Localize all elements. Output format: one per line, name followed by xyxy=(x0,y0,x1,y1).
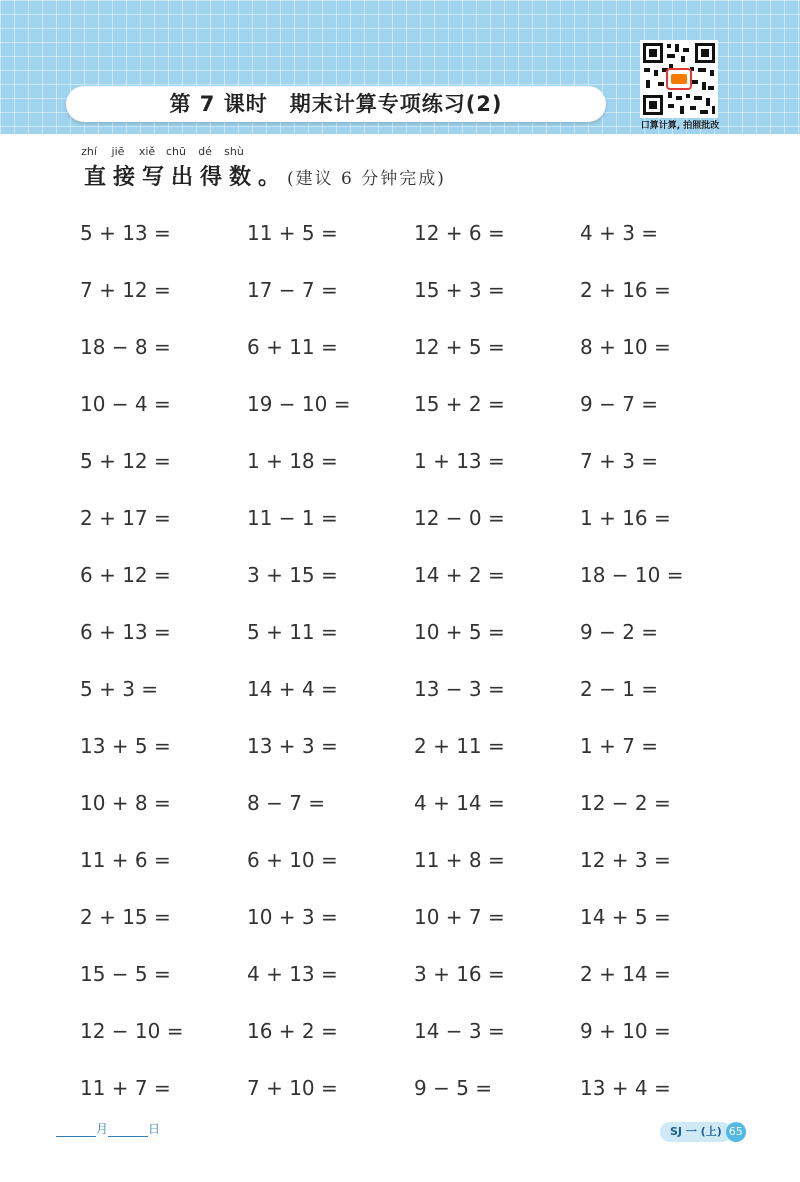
problem-item: 6 + 12 = xyxy=(80,563,171,587)
problem-item: 4 + 13 = xyxy=(247,962,338,986)
problem-item: 8 + 10 = xyxy=(580,335,671,359)
problem-item: 5 + 13 = xyxy=(80,221,171,245)
problem-item: 2 + 14 = xyxy=(580,962,671,986)
problem-item: 11 + 6 = xyxy=(80,848,171,872)
problem-item: 9 − 7 = xyxy=(580,392,659,416)
problem-item: 10 + 3 = xyxy=(247,905,338,929)
problem-item: 7 + 3 = xyxy=(580,449,659,473)
problem-item: 15 − 5 = xyxy=(80,962,171,986)
problem-item: 14 − 3 = xyxy=(414,1019,505,1043)
lesson-label: 第 7 课时 xyxy=(169,92,268,116)
problem-item: 12 − 2 = xyxy=(580,791,671,815)
problem-item: 10 + 7 = xyxy=(414,905,505,929)
problem-item: 2 − 1 = xyxy=(580,677,659,701)
problem-item: 2 + 11 = xyxy=(414,734,505,758)
problem-item: 9 − 2 = xyxy=(580,620,659,644)
problem-item: 15 + 2 = xyxy=(414,392,505,416)
pinyin-4: chū xyxy=(166,145,186,158)
problem-item: 13 + 5 = xyxy=(80,734,171,758)
pinyin-6: shù xyxy=(224,145,244,158)
problem-item: 16 + 2 = xyxy=(247,1019,338,1043)
pinyin-2: jiē xyxy=(111,145,125,158)
instruction-note: (建议 6 分钟完成) xyxy=(287,169,446,189)
page-footer xyxy=(660,1121,746,1143)
problem-item: 14 + 4 = xyxy=(247,677,338,701)
problem-item: 10 + 8 = xyxy=(80,791,171,815)
problem-item: 7 + 10 = xyxy=(247,1076,338,1100)
series-badge: SJ 一 (上) xyxy=(660,1122,732,1142)
problem-item: 5 + 12 = xyxy=(80,449,171,473)
problem-item: 10 + 5 = xyxy=(414,620,505,644)
pinyin-5: dé xyxy=(198,145,212,158)
problem-item: 12 + 5 = xyxy=(414,335,505,359)
problem-item: 6 + 13 = xyxy=(80,620,171,644)
problem-item: 1 + 18 = xyxy=(247,449,338,473)
problem-item: 14 + 5 = xyxy=(580,905,671,929)
pinyin-1: zhí xyxy=(81,145,97,158)
month-label: 月 xyxy=(96,1122,109,1136)
page-title: 期末计算专项练习(2) xyxy=(289,92,503,116)
problem-item: 1 + 7 = xyxy=(580,734,659,758)
problem-item: 9 + 10 = xyxy=(580,1019,671,1043)
problem-item: 3 + 16 = xyxy=(414,962,505,986)
problem-item: 18 − 8 = xyxy=(80,335,171,359)
problem-item: 10 − 4 = xyxy=(80,392,171,416)
problem-item: 11 + 5 = xyxy=(247,221,338,245)
problem-item: 11 − 1 = xyxy=(247,506,338,530)
page-number: 65 xyxy=(726,1122,746,1142)
instruction-text: 直接写出得数。 xyxy=(84,165,288,190)
problem-item: 13 + 4 = xyxy=(580,1076,671,1100)
problem-item: 11 + 7 = xyxy=(80,1076,171,1100)
problem-item: 18 − 10 = xyxy=(580,563,684,587)
problem-item: 1 + 13 = xyxy=(414,449,505,473)
problem-item: 12 − 0 = xyxy=(414,506,505,530)
day-label: 日 xyxy=(148,1122,161,1136)
problem-item: 2 + 15 = xyxy=(80,905,171,929)
day-blank[interactable] xyxy=(108,1124,148,1137)
problem-item: 12 + 3 = xyxy=(580,848,671,872)
problem-item: 6 + 11 = xyxy=(247,335,338,359)
problem-item: 13 − 3 = xyxy=(414,677,505,701)
problem-item: 4 + 14 = xyxy=(414,791,505,815)
date-fields xyxy=(56,1120,160,1137)
problem-item: 5 + 11 = xyxy=(247,620,338,644)
problem-item: 14 + 2 = xyxy=(414,563,505,587)
problem-item: 9 − 5 = xyxy=(414,1076,493,1100)
problem-item: 17 − 7 = xyxy=(247,278,338,302)
problem-item: 1 + 16 = xyxy=(580,506,671,530)
problem-item: 2 + 17 = xyxy=(80,506,171,530)
problem-item: 5 + 3 = xyxy=(80,677,159,701)
problem-item: 6 + 10 = xyxy=(247,848,338,872)
problem-item: 19 − 10 = xyxy=(247,392,351,416)
problem-item: 3 + 15 = xyxy=(247,563,338,587)
problem-item: 7 + 12 = xyxy=(80,278,171,302)
problem-item: 4 + 3 = xyxy=(580,221,659,245)
problem-item: 2 + 16 = xyxy=(580,278,671,302)
problem-item: 12 − 10 = xyxy=(80,1019,184,1043)
problem-item: 15 + 3 = xyxy=(414,278,505,302)
problem-item: 8 − 7 = xyxy=(247,791,326,815)
pinyin-3: xiě xyxy=(138,145,156,158)
qr-caption: 口算计算, 拍照批改 xyxy=(640,121,720,131)
problem-item: 11 + 8 = xyxy=(414,848,505,872)
problem-item: 12 + 6 = xyxy=(414,221,505,245)
month-blank[interactable] xyxy=(56,1124,96,1137)
problem-item: 13 + 3 = xyxy=(247,734,338,758)
